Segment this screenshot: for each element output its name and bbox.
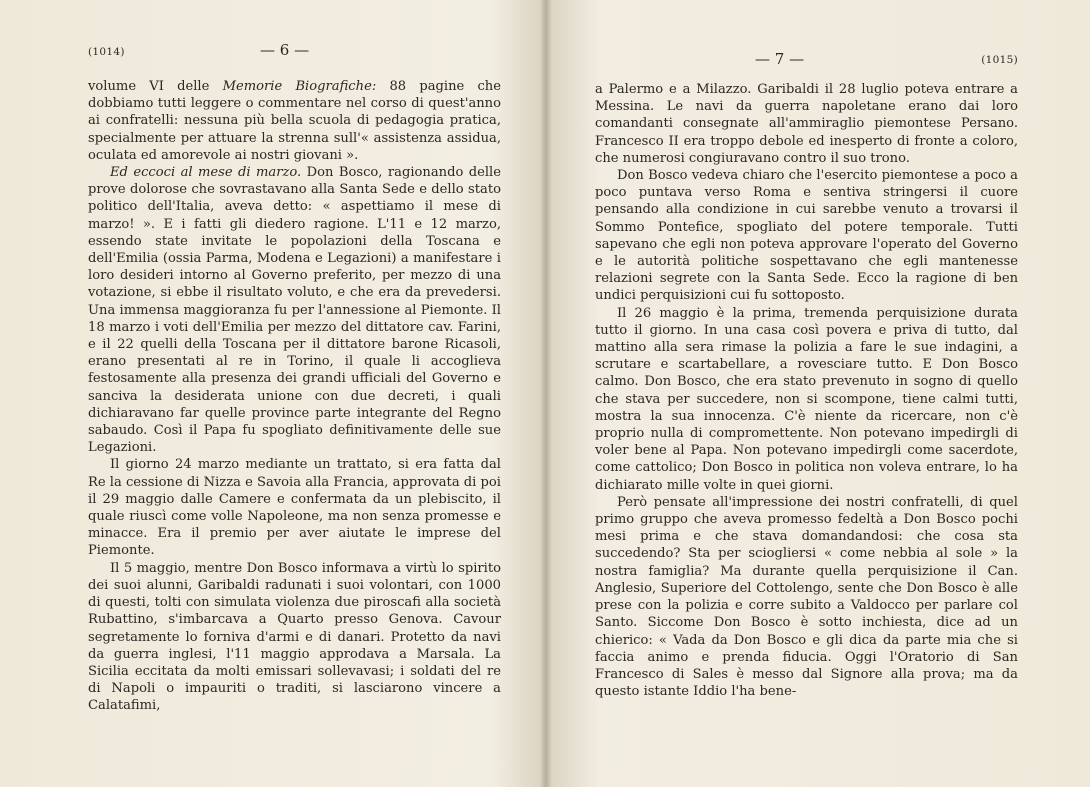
paragraph [88, 164, 501, 456]
right-page [545, 0, 1090, 787]
text-run: Però pensate all'impressione dei nostri confratelli, di quel primo gruppo che aveva promesso fedeltà a Don Bosco pochi mesi prima e che stava domandandosi: che cosa sta succedendo? Sta per sciogliersi « come nebbia al sole » la nostra famiglia? Ma durante quella perquisizione il Can. Anglesio, Superiore del Cottolengo, sente che Don Bosco è alle prese con la polizia e corre subito a Valdocco per parlare col Santo. Siccome Don Bosco è sotto inchiesta, dice ad un chierico: « Vada da Don Bosco e gli dica da parte mia che si faccia animo e prenda fiducia. Oggi l'Oratorio di San Francesco di Sales è messo dal Signore alla prova; ma da questo istante Iddio l'ha bene- [595, 494, 1018, 700]
paragraph [595, 167, 1018, 305]
paragraph [88, 456, 501, 559]
text-run: Il 5 maggio, mentre Don Bosco informava a virtù lo spirito dei suoi alunni, Garibaldi radunati i suoi volontari, con 1000 di questi, tolti con simulata violenza due piroscafi alla società Rubattino, s'imbarcava a Quarto presso Genova. Cavour segretamente lo forniva d'armi e di danari. Protetto da navi da guerra inglesi, l'11 maggio approdava a Marsala. La Sicilia eccitata da molti emissari sollevavasi; i soldati del re di Napoli o impauriti o traditi, si lasciarono vincere a Calatafimi, [88, 560, 501, 714]
text-run: Don Bosco, ragionando delle prove dolorose che sovrastavano alla Santa Sede e dello stato politico dell'Italia, aveva detto: « aspettiamo il mese di marzo! ». E i fatti gli diedero ragione. L'11 e 12 marzo, essendo state invitate le popolazioni della Toscana e dell'Emilia (ossia Parma, Modena e Legazioni) a manifestare i loro desideri intorno al Governo preferito, per mezzo di una votazione, si ebbe il risultato voluto, e che era da prevedersi. Una immensa maggioranza fu per l'annessione al Piemonte. Il 18 marzo i voti dell'Emilia per mezzo del dittatore cav. Farini, e il 22 quelli della Toscana per il dittatore barone Ricasoli, erano presentati al re in Torino, il quale li accoglieva festosamente alla presenza dei grandi ufficiali del Governo e sanciva la desiderata unione con due decreti, i quali dichiaravano far quelle province parte integrante del Regno sabaudo. Così il Papa fu spogliato definitivamente delle sue Legazioni. [88, 165, 501, 456]
right-page-text [595, 81, 1018, 700]
right-page-code: (1015) [981, 54, 1018, 66]
text-run: Don Bosco vedeva chiaro che l'esercito piemontese a poco a poco puntava verso Roma e sentiva stringersi il cuore pensando alla condizione in cui sarebbe venuto a trovarsi il Sommo Pontefice, spogliato del potere temporale. Tutti sapevano che egli non poteva approvare l'operato del Governo e le autorità politiche sospettavano che egli mantenesse relazioni segrete con la Santa Sede. Ecco la ragione di ben undici perquisizioni cui fu sottoposto. [595, 168, 1018, 304]
text-run: volume VI delle [88, 79, 223, 94]
text-run: Il giorno 24 marzo mediante un trattato, si era fatta dal Re la cessione di Nizza e Savoia alla Francia, approvata di poi il 29 maggio dalle Camere e confermata da un plebiscito, il quale riuscì come volle Napoleone, ma non senza promesse e minacce. Era il premio per aver aiutate le imprese del Piemonte. [88, 457, 501, 559]
paragraph [595, 81, 1018, 167]
right-page-number: — 7 — [755, 50, 805, 68]
paragraph [88, 78, 501, 164]
left-page-code: (1014) [88, 46, 125, 58]
text-run: Il 26 maggio è la prima, tremenda perquisizione durata tutto il giorno. In una casa così povera e priva di tutto, dal mattino alla sera rimase la polizia a fare le sue indagini, a scrutare e scartabellare, a rovesciare tutto. E Don Bosco calmo. Don Bosco, che era stato prevenuto in sogno di quello che stava per succedere, non si scompone, tiene calmi tutti, mostra la sua innocenza. C'è niente da ricercare, non c'è proprio nulla di compromettente. Non potevano impedirgli di voler bene al Papa. Non potevano impedirgli come sacerdote, come cattolico; Don Bosco in politica non voleva entrare, lo ha dichiarato mille volte in quei giorni. [595, 305, 1018, 493]
paragraph [595, 494, 1018, 700]
left-page-text [88, 78, 501, 715]
italic-text: Memorie Biografiche: [222, 79, 377, 94]
left-running-head [88, 38, 505, 66]
right-running-head [595, 38, 1018, 66]
italic-text: Ed eccoci al mese di marzo. [110, 165, 302, 181]
text-run: a Palermo e a Milazzo. Garibaldi il 28 luglio poteva entrare a Messina. Le navi da guerra napoletane erano dai loro comandanti consegnate all'ammiraglio piemontese Persano. Francesco II era troppo debole ed inesperto di fronte a coloro, che numerosi congiuravano contro il suo trono. [595, 82, 1018, 166]
paragraph [88, 560, 501, 715]
paragraph [595, 305, 1018, 494]
text-run: 88 pagine che dobbiamo tutti leggere o commentare nel corso di quest'anno ai confratelli: nessuna più bella scuola di pedagogia pratica, specialmente per attuare la strenna sull'« assistenza assidua, oculata ed amorevole ai nostri giovani ». [88, 79, 501, 163]
left-page-number: — 6 — [260, 41, 310, 59]
